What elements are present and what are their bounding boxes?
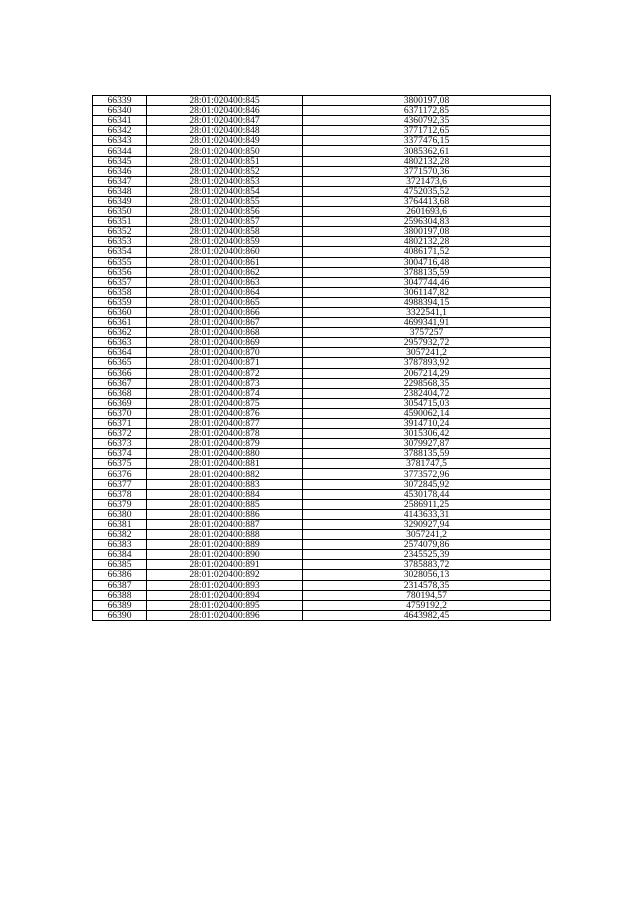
cadastral-number-cell: 28:01:020400:846 [147, 106, 303, 116]
row-number-cell: 66354 [93, 247, 147, 257]
table-row [93, 237, 551, 247]
cadastral-number-cell: 28:01:020400:867 [147, 318, 303, 328]
table-row [93, 540, 551, 550]
cadastral-value-table [92, 95, 551, 621]
cadastral-number-cell: 28:01:020400:885 [147, 499, 303, 509]
table-row [93, 509, 551, 519]
table-row [93, 429, 551, 439]
row-number-cell: 66345 [93, 156, 147, 166]
cadastral-value-cell: 3290927,94 [303, 519, 551, 529]
cadastral-value-cell: 3322541,1 [303, 307, 551, 317]
row-number-cell: 66356 [93, 267, 147, 277]
cadastral-value-cell: 3787893,92 [303, 358, 551, 368]
cadastral-value-cell: 780194,57 [303, 590, 551, 600]
row-number-cell: 66360 [93, 307, 147, 317]
cadastral-value-cell: 3773572,96 [303, 469, 551, 479]
cadastral-value-cell: 2345525,39 [303, 550, 551, 560]
cadastral-value-cell: 3085362,61 [303, 146, 551, 156]
row-number-cell: 66385 [93, 560, 147, 570]
cadastral-value-cell: 3757257 [303, 328, 551, 338]
table-row [93, 307, 551, 317]
table-row [93, 176, 551, 186]
row-number-cell: 66367 [93, 378, 147, 388]
table-body [93, 96, 551, 621]
cadastral-number-cell: 28:01:020400:854 [147, 186, 303, 196]
cadastral-value-cell: 4643982,45 [303, 610, 551, 620]
row-number-cell: 66346 [93, 166, 147, 176]
table-row [93, 398, 551, 408]
cadastral-value-cell: 4590062,14 [303, 408, 551, 418]
table-row [93, 106, 551, 116]
table-row [93, 227, 551, 237]
table-row [93, 449, 551, 459]
cadastral-value-cell: 3771712,65 [303, 126, 551, 136]
table-row [93, 590, 551, 600]
row-number-cell: 66377 [93, 479, 147, 489]
cadastral-number-cell: 28:01:020400:883 [147, 479, 303, 489]
row-number-cell: 66341 [93, 116, 147, 126]
row-number-cell: 66339 [93, 96, 147, 106]
row-number-cell: 66388 [93, 590, 147, 600]
row-number-cell: 66375 [93, 459, 147, 469]
cadastral-number-cell: 28:01:020400:864 [147, 287, 303, 297]
table-row [93, 469, 551, 479]
cadastral-number-cell: 28:01:020400:876 [147, 408, 303, 418]
table-row [93, 600, 551, 610]
table-row [93, 368, 551, 378]
cadastral-value-cell: 2574079,86 [303, 540, 551, 550]
row-number-cell: 66374 [93, 449, 147, 459]
cadastral-value-cell: 2067214,29 [303, 368, 551, 378]
row-number-cell: 66383 [93, 540, 147, 550]
cadastral-number-cell: 28:01:020400:871 [147, 358, 303, 368]
cadastral-number-cell: 28:01:020400:881 [147, 459, 303, 469]
cadastral-value-cell: 4699341,91 [303, 318, 551, 328]
cadastral-value-cell: 4530178,44 [303, 489, 551, 499]
table-row [93, 207, 551, 217]
row-number-cell: 66340 [93, 106, 147, 116]
cadastral-number-cell: 28:01:020400:847 [147, 116, 303, 126]
row-number-cell: 66381 [93, 519, 147, 529]
cadastral-number-cell: 28:01:020400:877 [147, 419, 303, 429]
cadastral-value-cell: 3054715,03 [303, 398, 551, 408]
row-number-cell: 66343 [93, 136, 147, 146]
row-number-cell: 66358 [93, 287, 147, 297]
table-row [93, 217, 551, 227]
cadastral-value-cell: 3028056,13 [303, 570, 551, 580]
row-number-cell: 66378 [93, 489, 147, 499]
row-number-cell: 66372 [93, 429, 147, 439]
cadastral-value-cell: 6371172,85 [303, 106, 551, 116]
table-row [93, 419, 551, 429]
table-row [93, 378, 551, 388]
cadastral-number-cell: 28:01:020400:868 [147, 328, 303, 338]
cadastral-number-cell: 28:01:020400:895 [147, 600, 303, 610]
cadastral-value-cell: 2382404,72 [303, 388, 551, 398]
row-number-cell: 66364 [93, 348, 147, 358]
cadastral-value-cell: 3800197,08 [303, 227, 551, 237]
row-number-cell: 66351 [93, 217, 147, 227]
row-number-cell: 66366 [93, 368, 147, 378]
cadastral-value-cell: 2601693,6 [303, 207, 551, 217]
row-number-cell: 66363 [93, 338, 147, 348]
cadastral-value-cell: 3072845,92 [303, 479, 551, 489]
table-row [93, 560, 551, 570]
row-number-cell: 66376 [93, 469, 147, 479]
cadastral-value-cell: 3377476,15 [303, 136, 551, 146]
table-row [93, 277, 551, 287]
cadastral-number-cell: 28:01:020400:863 [147, 277, 303, 287]
row-number-cell: 66365 [93, 358, 147, 368]
cadastral-value-cell: 4086171,52 [303, 247, 551, 257]
row-number-cell: 66348 [93, 186, 147, 196]
cadastral-number-cell: 28:01:020400:862 [147, 267, 303, 277]
table-row [93, 338, 551, 348]
cadastral-value-cell: 4802132,28 [303, 156, 551, 166]
row-number-cell: 66382 [93, 530, 147, 540]
table-row [93, 297, 551, 307]
cadastral-number-cell: 28:01:020400:852 [147, 166, 303, 176]
row-number-cell: 66380 [93, 509, 147, 519]
table-row [93, 459, 551, 469]
table-row [93, 287, 551, 297]
cadastral-number-cell: 28:01:020400:878 [147, 429, 303, 439]
cadastral-number-cell: 28:01:020400:892 [147, 570, 303, 580]
row-number-cell: 66390 [93, 610, 147, 620]
cadastral-number-cell: 28:01:020400:865 [147, 297, 303, 307]
cadastral-value-cell: 2314578,35 [303, 580, 551, 590]
cadastral-number-cell: 28:01:020400:850 [147, 146, 303, 156]
cadastral-value-cell: 2298568,35 [303, 378, 551, 388]
cadastral-number-cell: 28:01:020400:889 [147, 540, 303, 550]
table-row [93, 196, 551, 206]
table-row [93, 116, 551, 126]
cadastral-value-cell: 4988394,15 [303, 297, 551, 307]
cadastral-value-cell: 3061147,82 [303, 287, 551, 297]
cadastral-value-cell: 4143633,31 [303, 509, 551, 519]
cadastral-number-cell: 28:01:020400:874 [147, 388, 303, 398]
table-row [93, 328, 551, 338]
table-row [93, 499, 551, 509]
row-number-cell: 66344 [93, 146, 147, 156]
table-row [93, 479, 551, 489]
table-row [93, 136, 551, 146]
cadastral-value-cell: 4802132,28 [303, 237, 551, 247]
row-number-cell: 66373 [93, 439, 147, 449]
cadastral-value-cell: 3788135,59 [303, 449, 551, 459]
table-row [93, 318, 551, 328]
cadastral-number-cell: 28:01:020400:859 [147, 237, 303, 247]
row-number-cell: 66386 [93, 570, 147, 580]
row-number-cell: 66389 [93, 600, 147, 610]
table-row [93, 247, 551, 257]
row-number-cell: 66387 [93, 580, 147, 590]
cadastral-value-cell: 4360792,35 [303, 116, 551, 126]
row-number-cell: 66357 [93, 277, 147, 287]
cadastral-value-cell: 3785883,72 [303, 560, 551, 570]
cadastral-value-cell: 3781747,5 [303, 459, 551, 469]
table-row [93, 439, 551, 449]
cadastral-value-cell: 3721473,6 [303, 176, 551, 186]
row-number-cell: 66368 [93, 388, 147, 398]
cadastral-number-cell: 28:01:020400:855 [147, 196, 303, 206]
row-number-cell: 66384 [93, 550, 147, 560]
cadastral-number-cell: 28:01:020400:851 [147, 156, 303, 166]
row-number-cell: 66352 [93, 227, 147, 237]
cadastral-value-cell: 2957932,72 [303, 338, 551, 348]
table-row [93, 530, 551, 540]
row-number-cell: 66349 [93, 196, 147, 206]
cadastral-number-cell: 28:01:020400:880 [147, 449, 303, 459]
cadastral-value-cell: 3771570,36 [303, 166, 551, 176]
cadastral-value-cell: 2586911,25 [303, 499, 551, 509]
table-row [93, 610, 551, 620]
table-row [93, 166, 551, 176]
table-row [93, 358, 551, 368]
cadastral-value-cell: 3057241,2 [303, 348, 551, 358]
row-number-cell: 66371 [93, 419, 147, 429]
row-number-cell: 66353 [93, 237, 147, 247]
cadastral-number-cell: 28:01:020400:884 [147, 489, 303, 499]
cadastral-number-cell: 28:01:020400:890 [147, 550, 303, 560]
cadastral-number-cell: 28:01:020400:860 [147, 247, 303, 257]
cadastral-number-cell: 28:01:020400:858 [147, 227, 303, 237]
cadastral-value-cell: 3004716,48 [303, 257, 551, 267]
table-row [93, 550, 551, 560]
cadastral-number-cell: 28:01:020400:869 [147, 338, 303, 348]
cadastral-number-cell: 28:01:020400:856 [147, 207, 303, 217]
row-number-cell: 66362 [93, 328, 147, 338]
table-row [93, 267, 551, 277]
cadastral-number-cell: 28:01:020400:848 [147, 126, 303, 136]
table-row [93, 570, 551, 580]
cadastral-number-cell: 28:01:020400:870 [147, 348, 303, 358]
row-number-cell: 66370 [93, 408, 147, 418]
cadastral-value-cell: 3764413,68 [303, 196, 551, 206]
table-row [93, 257, 551, 267]
row-number-cell: 66361 [93, 318, 147, 328]
row-number-cell: 66369 [93, 398, 147, 408]
cadastral-number-cell: 28:01:020400:882 [147, 469, 303, 479]
table-row [93, 126, 551, 136]
cadastral-number-cell: 28:01:020400:873 [147, 378, 303, 388]
cadastral-number-cell: 28:01:020400:853 [147, 176, 303, 186]
cadastral-value-cell: 3047744,46 [303, 277, 551, 287]
cadastral-number-cell: 28:01:020400:888 [147, 530, 303, 540]
cadastral-number-cell: 28:01:020400:845 [147, 96, 303, 106]
cadastral-value-cell: 3800197,08 [303, 96, 551, 106]
cadastral-number-cell: 28:01:020400:879 [147, 439, 303, 449]
cadastral-number-cell: 28:01:020400:861 [147, 257, 303, 267]
table-row [93, 186, 551, 196]
table-row [93, 519, 551, 529]
cadastral-value-cell: 4759192,2 [303, 600, 551, 610]
cadastral-number-cell: 28:01:020400:872 [147, 368, 303, 378]
cadastral-value-cell: 3015306,42 [303, 429, 551, 439]
table-row [93, 489, 551, 499]
row-number-cell: 66347 [93, 176, 147, 186]
cadastral-value-cell: 2596304,83 [303, 217, 551, 227]
row-number-cell: 66379 [93, 499, 147, 509]
table-row [93, 388, 551, 398]
cadastral-value-cell: 3788135,59 [303, 267, 551, 277]
cadastral-number-cell: 28:01:020400:866 [147, 307, 303, 317]
cadastral-number-cell: 28:01:020400:891 [147, 560, 303, 570]
cadastral-number-cell: 28:01:020400:875 [147, 398, 303, 408]
row-number-cell: 66342 [93, 126, 147, 136]
row-number-cell: 66359 [93, 297, 147, 307]
cadastral-value-cell: 3057241,2 [303, 530, 551, 540]
cadastral-number-cell: 28:01:020400:893 [147, 580, 303, 590]
table-row [93, 348, 551, 358]
table-row [93, 408, 551, 418]
row-number-cell: 66350 [93, 207, 147, 217]
table-row [93, 580, 551, 590]
cadastral-number-cell: 28:01:020400:886 [147, 509, 303, 519]
row-number-cell: 66355 [93, 257, 147, 267]
cadastral-value-cell: 3914710,24 [303, 419, 551, 429]
cadastral-number-cell: 28:01:020400:894 [147, 590, 303, 600]
cadastral-number-cell: 28:01:020400:857 [147, 217, 303, 227]
table-row [93, 96, 551, 106]
cadastral-number-cell: 28:01:020400:887 [147, 519, 303, 529]
cadastral-number-cell: 28:01:020400:849 [147, 136, 303, 146]
cadastral-value-cell: 3079927,87 [303, 439, 551, 449]
cadastral-number-cell: 28:01:020400:896 [147, 610, 303, 620]
table-row [93, 146, 551, 156]
cadastral-value-cell: 4752035,52 [303, 186, 551, 196]
table-row [93, 156, 551, 166]
